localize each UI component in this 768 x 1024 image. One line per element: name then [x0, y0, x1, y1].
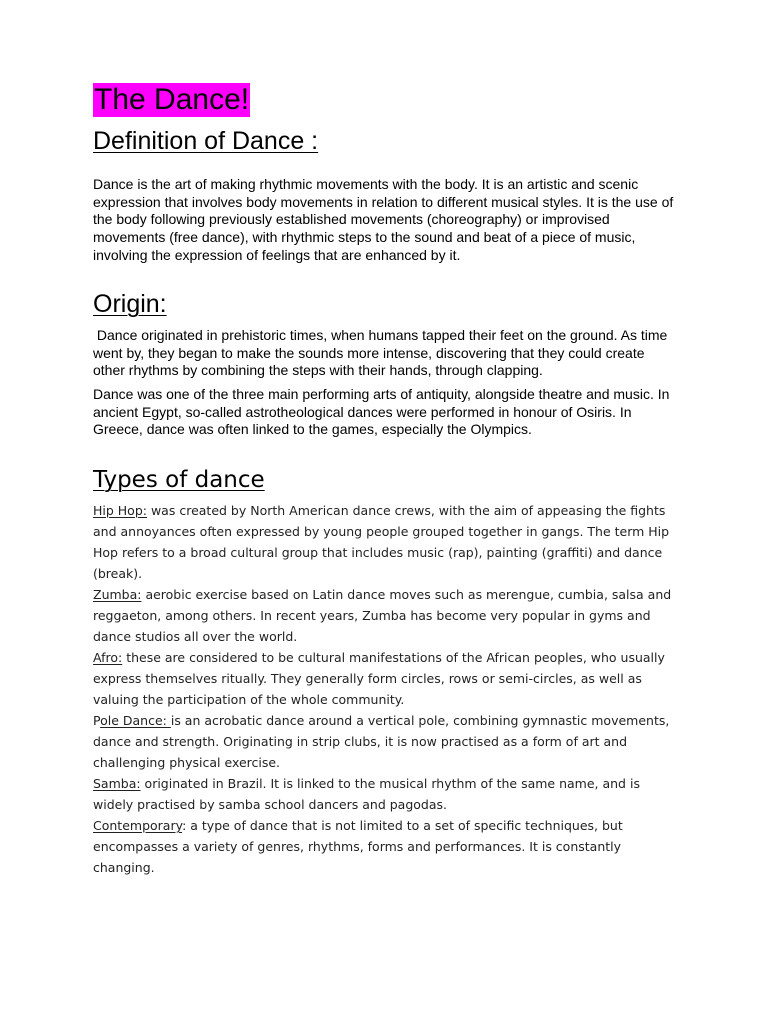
dance-type-term: Zumba: [93, 587, 142, 602]
dance-type-term: Samba: [93, 776, 141, 791]
definition-heading: Definition of Dance : [93, 127, 319, 155]
dance-type-contemporary [93, 815, 683, 878]
origin-heading: Origin: [93, 290, 167, 318]
dance-type-samba [93, 773, 683, 815]
dance-type-description: these are considered to be cultural manifestations of the African peoples, who usually express themselves ritually. They generally form circles, rows or semi-circles, as well as valuing the participation of the whole community. [93, 650, 665, 707]
dance-type-description: is an acrobatic dance around a vertical pole, combining gymnastic movements, dance and strength. Originating in strip clubs, it is now practised as a form of art and challenging physical exercise. [93, 713, 670, 770]
types-heading: Types of dance [93, 467, 265, 493]
dance-type-description: aerobic exercise based on Latin dance moves such as merengue, cumbia, salsa and reggaeton, among others. In recent years, Zumba has become very popular in gyms and dance studios all over the world. [93, 587, 672, 644]
page-title: The Dance! [94, 83, 250, 116]
dance-type-description: originated in Brazil. It is linked to the musical rhythm of the same name, and is widely practised by samba school dancers and pagodas. [93, 776, 640, 812]
dance-type-description: : a type of dance that is not limited to a set of specific techniques, but encompasses a variety of genres, rhythms, forms and performances. It is constantly changing. [93, 818, 623, 875]
dance-type-description: was created by North American dance crews, with the aim of appeasing the fights and annoyances often expressed by young people grouped together in gangs. The term Hip Hop refers to a broad cultural group that includes music (rap), painting (graffiti) and dance (break). [93, 503, 670, 581]
dance-type-term: Hip Hop: [93, 503, 147, 518]
dance-type-pole-dance [93, 710, 683, 773]
dance-type-term: Afro: [93, 650, 123, 665]
dance-types-list [93, 500, 683, 878]
dance-type-afro [93, 647, 683, 710]
origin-paragraph-1: Dance originated in prehistoric times, when humans tapped their feet on the ground. As time went by, they began to make the sounds more intense, discovering that they could create other rhythms by combining the steps with their hands, through clapping. [93, 327, 668, 379]
definition-paragraph: Dance is the art of making rhythmic movements with the body. It is an artistic and scenic expression that involves body movements in relation to different musical styles. It is the use of the body following previously established movements (choreography) or improvised movements (free dance), with rhythmic steps to the sound and beat of a piece of music, involving the expression of feelings that are enhanced by it. [93, 176, 674, 263]
dance-type-zumba [93, 584, 683, 647]
dance-type-term: ole Dance: [100, 713, 171, 728]
origin-paragraph-2: Dance was one of the three main performing arts of antiquity, alongside theatre and music. In ancient Egypt, so-called astrotheological dances were performed in honour of Osiris. In Greece, dance was often linked to the games, especially the Olympics. [93, 386, 670, 438]
dance-type-hip-hop [93, 500, 683, 584]
dance-type-lead: P [93, 713, 101, 728]
dance-type-term: Contemporary [93, 818, 183, 833]
